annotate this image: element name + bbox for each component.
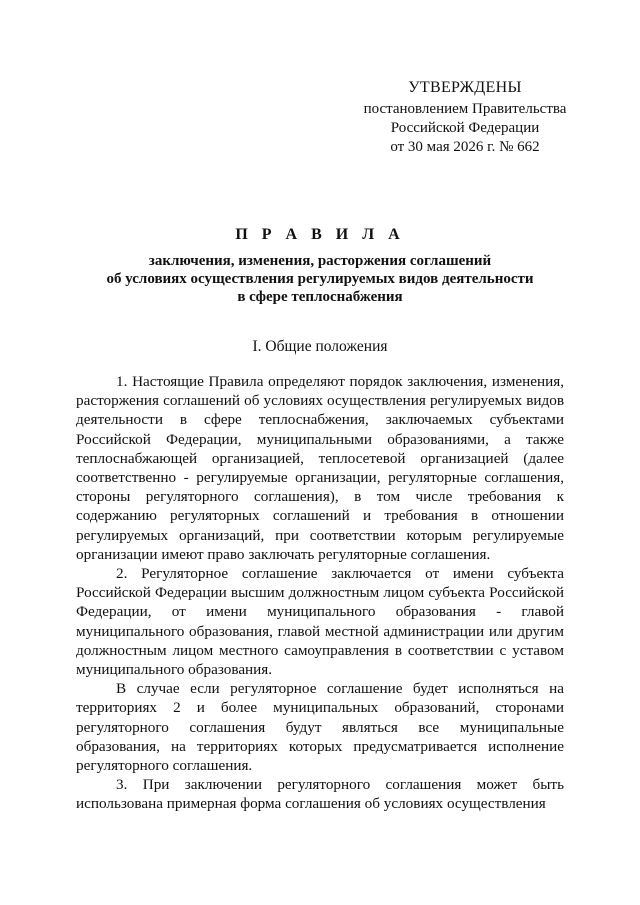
approval-stamp [340, 78, 590, 157]
paragraph-4: 3. При заключении регуляторного соглашения может быть использована примерная форма соглашения об условиях осуществления [76, 776, 564, 813]
approval-line-2: Российской Федерации [390, 120, 540, 136]
document-body [76, 372, 564, 814]
title-main: П Р А В И Л А [235, 226, 405, 243]
title-sub-line-3: в сфере теплоснабжения [237, 289, 403, 305]
paragraph-3: В случае если регуляторное соглашение будет исполняться на территориях 2 и более муниципальных образований, сторонами регуляторного соглашения будут являться все муниципальные образования, на территориях которых предусматривается исполнение регуляторного соглашения. [76, 680, 564, 775]
section-heading: I. Общие положения [252, 338, 388, 355]
approval-line-1: постановлением Правительства [363, 101, 567, 117]
document-title [60, 226, 580, 306]
approval-line-3: от 30 мая 2026 г. № 662 [390, 139, 540, 155]
title-sub-line-2: об условиях осуществления регулируемых видов деятельности [106, 271, 534, 287]
paragraph-2: 2. Регуляторное соглашение заключается от имени субъекта Российской Федерации высшим должностным лицом субъекта Российской Федерации, от имени муниципального образования - главой муниципального образования, главой местной администрации или другим должностным лицом местного самоуправления в соответствии с уставом муниципального образования. [76, 565, 564, 679]
approval-heading: УТВЕРЖДЕНЫ [408, 79, 522, 96]
title-sub-line-1: заключения, изменения, расторжения соглашений [148, 253, 492, 269]
paragraph-1: 1. Настоящие Правила определяют порядок заключения, изменения, расторжения соглашений об условиях осуществления регулируемых видов деятельности в сфере теплоснабжения, заключаемых субъектами Российской Федерации, муниципальными образованиями, а также теплоснабжающей организацией, теплосетевой организацией (далее соответственно - регулируемые организации, регуляторные соглашения, стороны регуляторного соглашения), в том числе требования к содержанию регуляторных соглашений и требования в отношении регулируемых организаций, при соответствии которым регулируемые организации имеют право заключать регуляторные соглашения. [76, 373, 564, 563]
